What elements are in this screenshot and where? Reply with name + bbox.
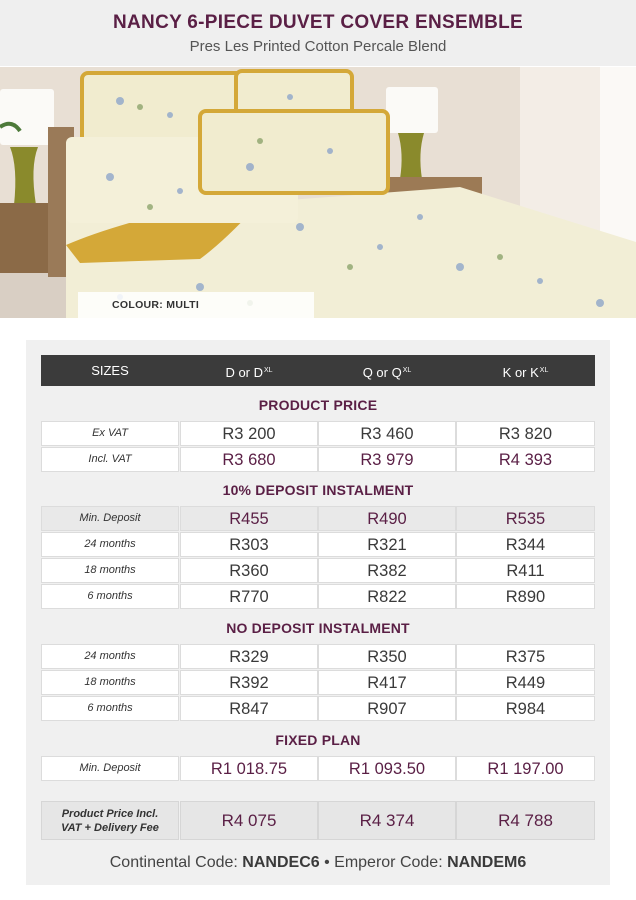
delivery-total-double: R4 075 (180, 801, 318, 840)
row-label: Ex VAT (41, 421, 179, 446)
product-subtitle: Pres Les Printed Cotton Percale Blend (189, 38, 447, 55)
price-king: R344 (456, 532, 595, 557)
table-row (41, 670, 595, 695)
product-title: NANCY 6-PIECE DUVET COVER ENSEMBLE (113, 12, 523, 33)
sizes-header-text: SIZES (91, 363, 129, 378)
size-double-sup: XL (264, 367, 273, 374)
delivery-total-label (41, 801, 179, 840)
table-row (41, 756, 595, 781)
row-label: 24 months (41, 532, 179, 557)
price-queen: R3 460 (318, 421, 456, 446)
delivery-total-king: R4 788 (456, 801, 595, 840)
section-title-no-deposit: NO DEPOSIT INSTALMENT (226, 620, 410, 636)
price-king: R3 820 (456, 421, 595, 446)
row-label: 6 months (41, 696, 179, 721)
price-queen: R3 979 (318, 447, 456, 472)
price-double: R3 680 (180, 447, 318, 472)
row-label: 24 months (41, 644, 179, 669)
continental-code-label: Continental Code: (109, 854, 238, 871)
price-double: R392 (180, 670, 318, 695)
price-queen: R822 (318, 584, 456, 609)
table-row (41, 421, 595, 446)
delivery-total-queen: R4 374 (318, 801, 456, 840)
price-queen: R350 (318, 644, 456, 669)
size-king-header (456, 355, 595, 386)
colour-label (78, 292, 314, 318)
row-label: 6 months (41, 584, 179, 609)
price-queen: R382 (318, 558, 456, 583)
price-double: R329 (180, 644, 318, 669)
table-row (41, 506, 595, 531)
colour-label-text: COLOUR: MULTI (112, 299, 200, 311)
continental-code: NANDEC6 (242, 854, 320, 871)
size-double-header (180, 355, 318, 386)
table-row (41, 584, 595, 609)
price-king: R1 197.00 (456, 756, 595, 781)
size-double-text: D or D (225, 365, 263, 380)
size-king-text: K or K (502, 365, 539, 380)
price-queen: R907 (318, 696, 456, 721)
price-king: R890 (456, 584, 595, 609)
price-double: R1 018.75 (180, 756, 318, 781)
price-king: R4 393 (456, 447, 595, 472)
price-king: R535 (456, 506, 595, 531)
row-label: 18 months (41, 670, 179, 695)
table-row (41, 558, 595, 583)
code-separator: • (324, 854, 330, 871)
price-queen: R1 093.50 (318, 756, 456, 781)
price-queen: R490 (318, 506, 456, 531)
table-row (41, 532, 595, 557)
section-title-product-price: PRODUCT PRICE (258, 397, 378, 413)
row-label: Min. Deposit (41, 506, 179, 531)
price-queen: R417 (318, 670, 456, 695)
section-title-fixed-plan: FIXED PLAN (275, 732, 361, 748)
table-row (41, 644, 595, 669)
table-row (41, 696, 595, 721)
price-king: R375 (456, 644, 595, 669)
size-queen-header (318, 355, 456, 386)
section-title-deposit: 10% DEPOSIT INSTALMENT (222, 482, 414, 498)
price-double: R770 (180, 584, 318, 609)
price-double: R455 (180, 506, 318, 531)
delivery-label-line1: Product Price Incl. (61, 808, 159, 820)
price-king: R984 (456, 696, 595, 721)
size-queen-sup: XL (402, 367, 412, 374)
product-photo (0, 67, 636, 318)
sizes-header-row (41, 355, 595, 386)
size-king-sup: XL (539, 367, 549, 374)
price-king: R449 (456, 670, 595, 695)
price-double: R303 (180, 532, 318, 557)
emperor-code-label: Emperor Code: (334, 854, 443, 871)
price-double: R3 200 (180, 421, 318, 446)
table-row (41, 447, 595, 472)
emperor-code: NANDEM6 (447, 854, 527, 871)
sizes-header (41, 355, 179, 386)
row-label: Min. Deposit (41, 756, 179, 781)
row-label: 18 months (41, 558, 179, 583)
delivery-label-line2: VAT + Delivery Fee (61, 822, 159, 834)
product-codes (26, 854, 610, 872)
price-double: R847 (180, 696, 318, 721)
price-double: R360 (180, 558, 318, 583)
price-queen: R321 (318, 532, 456, 557)
size-queen-text: Q or Q (362, 365, 402, 380)
row-label: Incl. VAT (41, 447, 179, 472)
page-header (0, 0, 636, 66)
delivery-total-row (41, 801, 595, 840)
price-king: R411 (456, 558, 595, 583)
